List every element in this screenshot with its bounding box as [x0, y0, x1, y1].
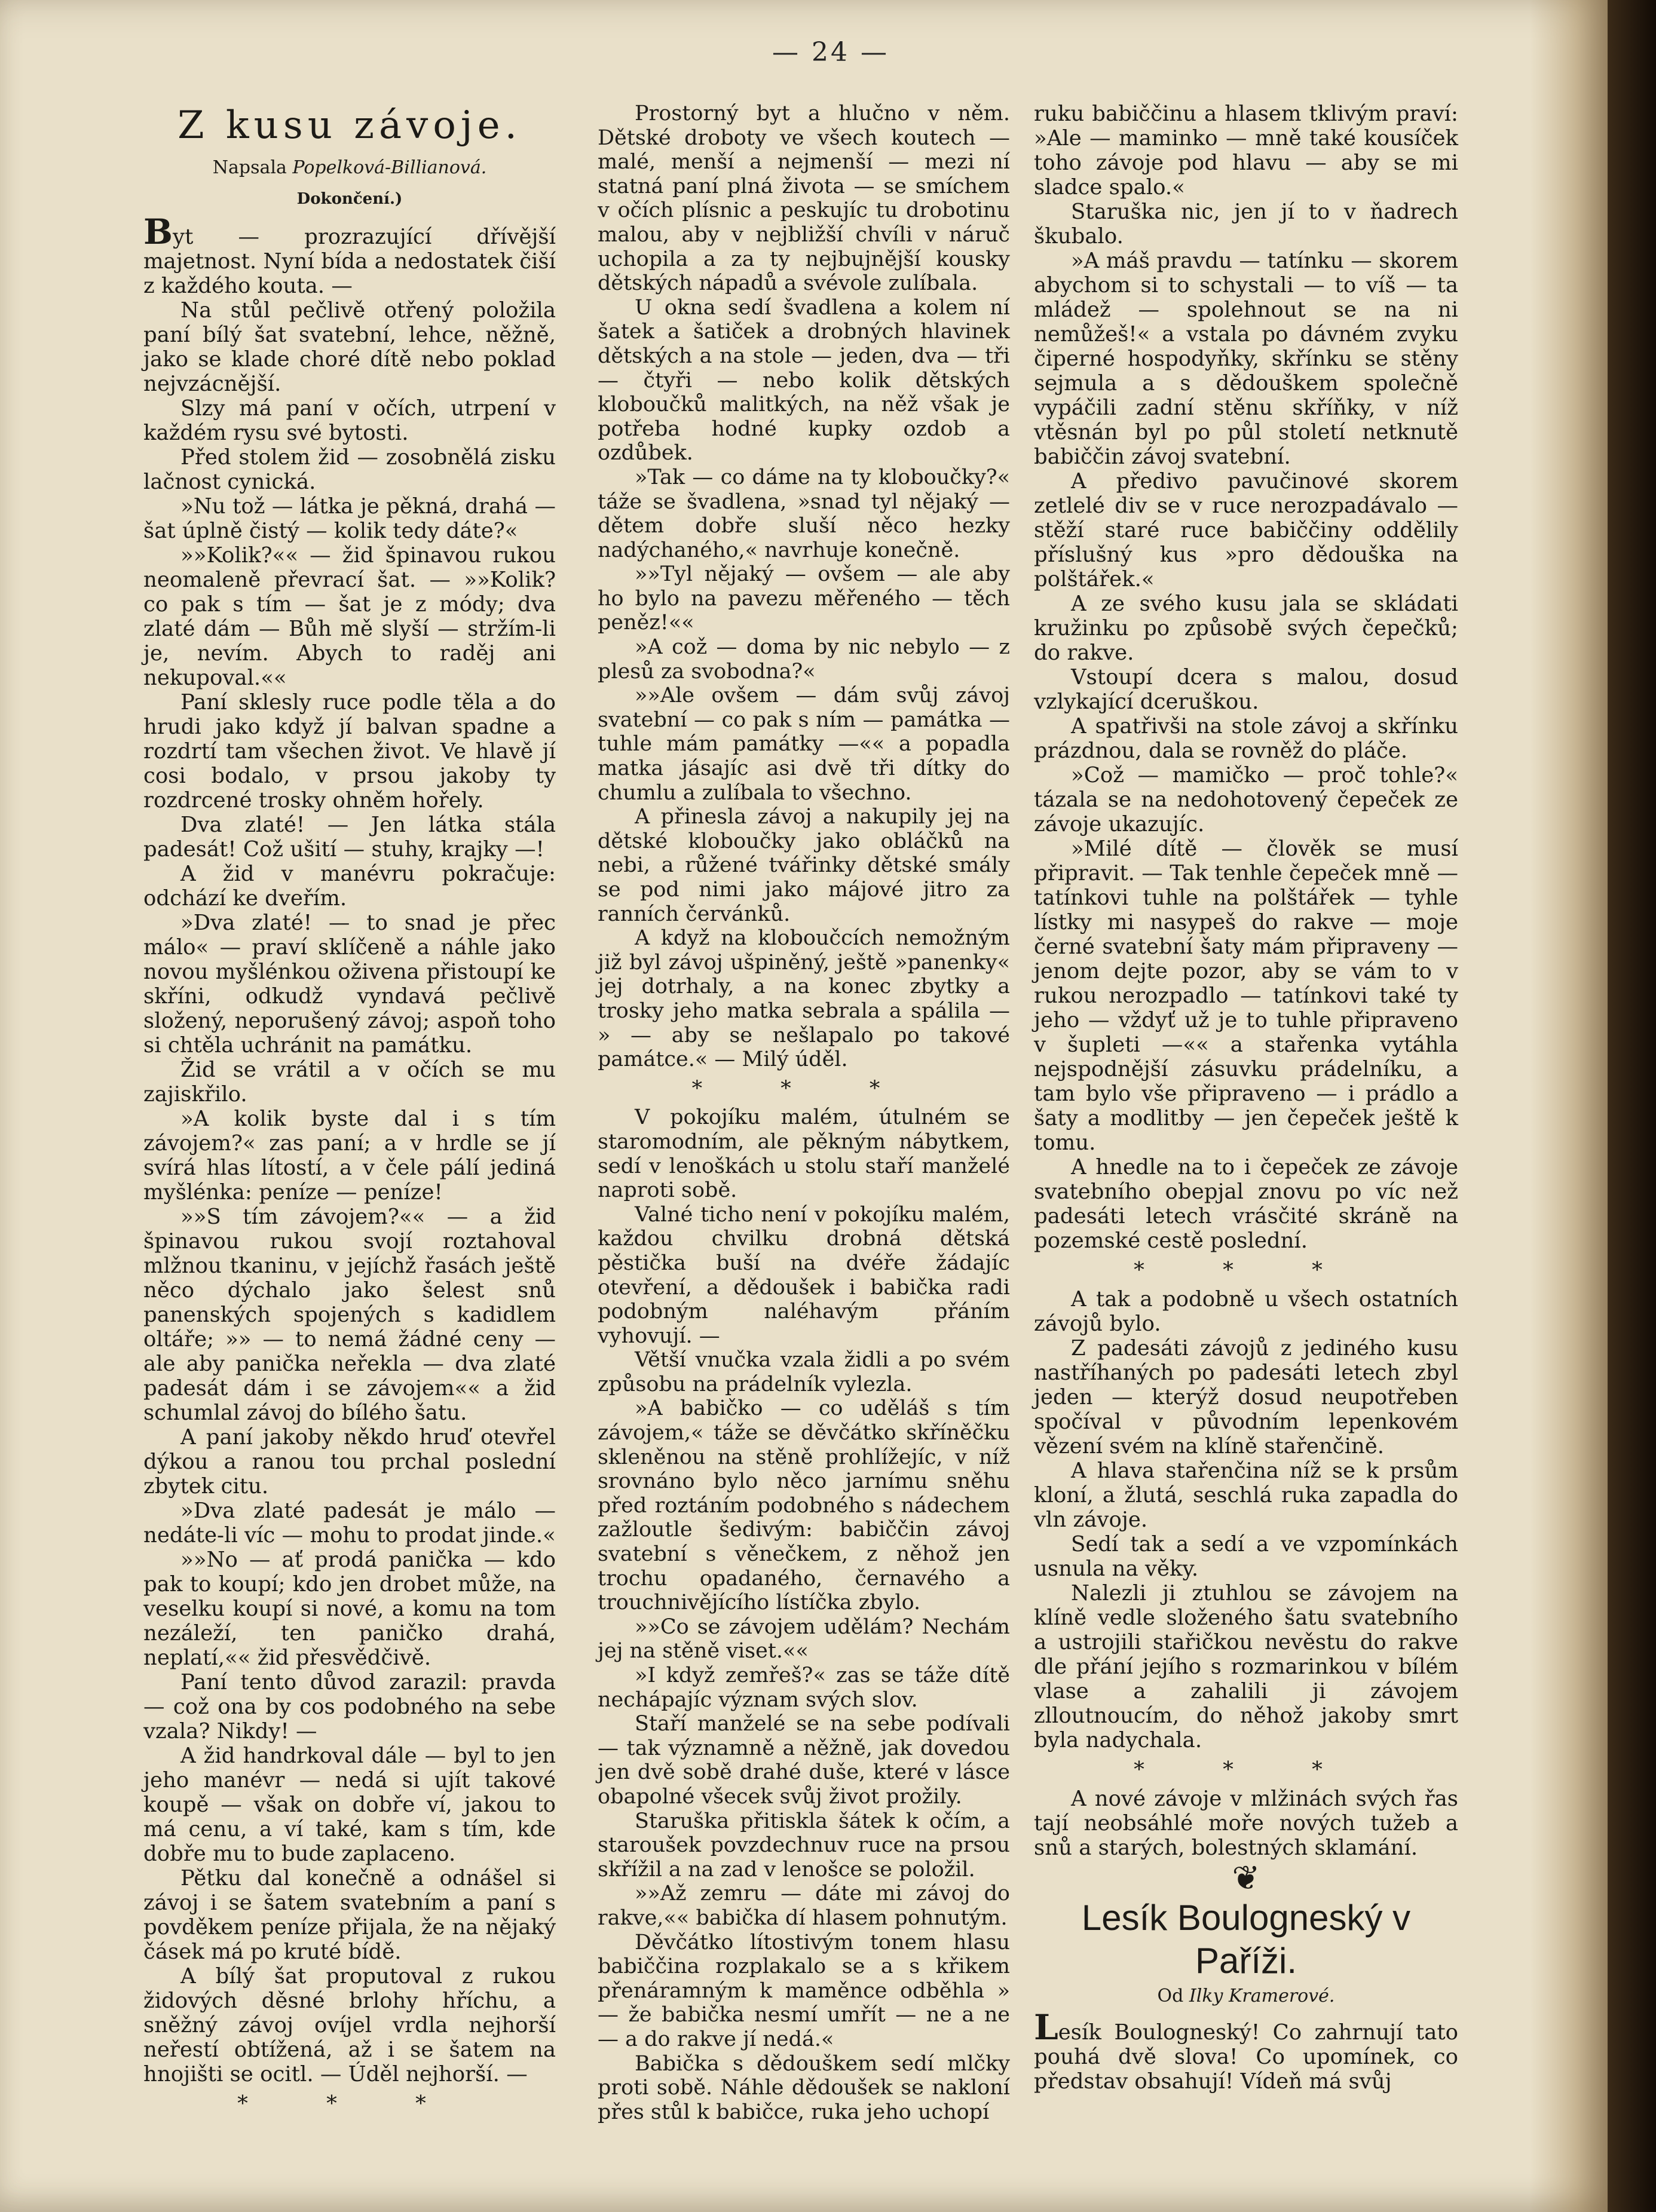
paragraph: A spatřivši na stole závoj a skřínku prázdnou, dala se rovněž do pláče. [1034, 714, 1458, 763]
section-break: * * * [1134, 1258, 1358, 1282]
paragraph: Paní tento důvod zarazil: pravda — což ona by cos podobného na sebe vzala? Nikdy! — [143, 1670, 556, 1744]
paragraph: Děvčátko lítostivým tonem hlasu babiččina rozplakalo se a s křikem přenáramným k maměnce odběhla » — že babička nesmí umřít — ne a ne — a do rakve jí nedá.« [598, 1930, 1010, 2051]
paragraph: Prostorný byt a hlučno v něm. Dětské droboty ve všech koutech — malé, menší a nejmenší — mezi ní statná paní plná života — se smíchem v očích plísnic a peskujíc tu drobotinu malou, aby v nejbližší chvíli v náruč uchopila a za ty nejbujnější kousky dětských nápadů a svévole zulíbala. [598, 102, 1010, 296]
paragraph: Slzy má paní v očích, utrpení v každém rysu své bytosti. [143, 396, 556, 445]
paragraph: »»No — ať prodá panička — kdo pak to koupí; kdo jen drobet může, na veselku koupí si nové, a komu na tom nezáleží, ten paničko drahá, neplatí,«« žid přesvědčivě. [143, 1548, 556, 1670]
page-gutter-shadow [1530, 0, 1608, 2212]
paragraph: Staří manželé se na sebe podívali — tak významně a něžně, jak dovedou jen dvě sobě drahé duše, které v lásce obapolné všecek svůj život prožily. [598, 1712, 1010, 1809]
paragraph: Dva zlaté! — Jen látka stála padesát! Což ušití — stuhy, krajky —! [143, 813, 556, 862]
paragraph: U okna sedí švadlena a kolem ní šatek a šatiček a drobných hlavinek dětských a na stole — jeden, dva — tři — čtyři — nebo kolik dětských kloboučků malitkých, na něž však je potřeba hodné kupky ozdob a ozdůbek. [598, 295, 1010, 465]
paragraph: »A kolik byste dal i s tím závojem?« zas paní; a v hrdle se jí svírá hlas lítostí, a v čele pálí jediná myšlénka: peníze — peníze! [143, 1107, 556, 1205]
paragraph: A ze svého kusu jala se skládati kružinku po způsobě svých čepečků; do rakve. [1034, 592, 1458, 665]
paragraph: »Tak — co dáme na ty kloboučky?« táže se švadlena, »snad tyl nějaký — dětem dobře sluší něco hezky nadýchaného,« navrhuje konečně. [598, 465, 1010, 562]
paragraph: A hlava stařenčina níž se k prsům kloní, a žlutá, seschlá ruka zapadla do vln závoje. [1034, 1459, 1458, 1532]
paragraph: »»Ale ovšem — dám svůj závoj svatební — co pak s ním — památka — tuhle mám památky —«« a popadla matka jásajíc asi dvě tři dítky do chumlu a zulíbala to všechno. [598, 684, 1010, 805]
paragraph: A nové závoje v mlžinách svých řas tají neobsáhlé moře nových tužeb a snů a starých, bolestných sklamání. [1034, 1787, 1458, 1860]
paragraph: »Dva zlaté! — to snad je přec málo« — praví sklíčeně a náhle jako novou myšlénkou oživena přistoupí ke skříni, odkudž vyndavá pečlivě složený, neporušený závoj; aspoň toho si chtěla uchránit na památku. [143, 911, 556, 1058]
paragraph: »Milé dítě — člověk se musí připravit. — Tak tenhle čepeček mně — tatínkovi tuhle na polštářek — tyhle lístky mi nasypeš do rakve — moje černé svatební šaty mám připraveny — jenom dejte pozor, aby se vám to v rukou nerozpadlo — tatínkovi také ty jeho — vždyť už je to tuhle připraveno v šupleti —«« a stařenka vytáhla nejspodnější zásuvku prádelníku, a tam bylo vše připraveno — i prádlo a šaty a modlitby — jen čepeček ještě k tomu. [1034, 837, 1458, 1155]
section-break: * * * [237, 2091, 462, 2116]
paragraph: Staruška přitiskla šátek k očím, a staroušek povzdechnuv ruce na prsou skřížil a na zad v lenošce se položil. [598, 1809, 1010, 1882]
paragraph: »Nu tož — látka je pěkná, drahá — šat úplně čistý — kolik tedy dáte?« [143, 494, 556, 543]
paragraph: Před stolem žid — zosobnělá zisku lačnost cynická. [143, 445, 556, 494]
paragraph: »»S tím závojem?«« — a žid špinavou rukou svojí roztahoval mlžnou tkaninu, v jejíchž řasách ještě něco dýchalo jako šelest snů panenských spojených s kadidlem oltáře; »» — to nemá žádné ceny — ale aby panička neřekla — dva zlaté padesát dám i se závojem«« a žid schumlal závoj do bílého šatu. [143, 1205, 556, 1425]
page-number: — 24 — [772, 37, 889, 68]
paragraph: »»Tyl nějaký — ovšem — ale aby ho bylo na pavezu měřeného — těch peněz!«« [598, 562, 1010, 635]
paragraph: Sedí tak a sedí a ve vzpomínkách usnula na věky. [1034, 1532, 1458, 1581]
paragraph: Na stůl pečlivě otřený položila paní bílý šat svatební, lehce, něžně, jako se klade choré dítě nebo poklad nejvzácnější. [143, 298, 556, 396]
paragraph: Nalezli ji ztuhlou se závojem na klíně vedle složeného šatu svatebního a ustrojili stařičkou nevěstu do rakve dle přání jejího s rozmarinkou v bílém vlase a zahalili ji závojem zlloutnoucím, do něhož jakoby smrt byla nadychala. [1034, 1581, 1458, 1753]
paragraph: Lesík Boulogneský! Co zahrnují tato pouhá dvě slova! Co upomínek, co představ obsahují! Vídeň má svůj [1034, 2007, 1458, 2094]
column-1 [143, 102, 556, 2121]
paragraph: »»Až zemru — dáte mi závoj do rakve,«« babička dí hlasem pohnutým. [598, 1882, 1010, 1930]
byline-prefix: Napsala [212, 157, 287, 178]
byline-author: Ilky Kramerové. [1189, 1986, 1335, 2006]
paragraph: A tak a podobně u všech ostatních závojů bylo. [1034, 1287, 1458, 1336]
fleuron-ornament-icon: ❦ [1232, 1859, 1260, 1898]
paragraph: »A babičko — co uděláš s tím závojem,« táže se děvčátko skříněčku skleněnou na stěně prohlížejíc, v níž srovnáno bylo něco jarnímu sněhu před roztáním podobného s nádechem zažloutle šedivým: babiččin závoj svatební s věnečkem, z něhož jen trochu opadaného, černavého a trouchnivějícího lístíčka zbylo. [598, 1396, 1010, 1615]
article2-title: Lesík Boulogneský v Paříži. [1081, 1898, 1411, 1981]
paragraph: A paní jakoby někdo hruď otevřel dýkou a ranou tou prchal poslední zbytek citu. [143, 1425, 556, 1499]
paragraph: Z padesáti závojů z jediného kusu nastříhaných po padesáti letech zbyl jeden — kterýž dosud neupotřeben spočíval v původním lepenkovém vězení svém na klíně stařenčině. [1034, 1336, 1458, 1459]
article-byline [143, 155, 556, 180]
paragraph: »Což — mamičko — proč tohle?« tázala se na nedohotovený čepeček ze závoje ukazujíc. [1034, 763, 1458, 837]
drop-cap: B [143, 212, 173, 252]
paragraph: A hnedle na to i čepeček ze závoje svatebního obepjal znovu po víc než padesáti letech vrásčité skráně na pozemské cestě poslední. [1034, 1155, 1458, 1253]
article2-byline [1034, 1984, 1458, 2008]
paragraph: Valné ticho není v pokojíku malém, každou chvilku drobná dětská pěstička buší na dvéře žádajíc otevření, a dědoušek i babička radi podobným naléhavým přáním vyhovují. — [598, 1202, 1010, 1348]
paragraph: A bílý šat proputoval z rukou židových děsné brlohy hříchu, a sněžný závoj ovíjel vrdla nejhorší neřestí obtížená, až i se šatem na hnojišti se ocitl. — Úděl nejhorší. — [143, 1964, 556, 2087]
paragraph: Vstoupí dcera s malou, dosud vzlykající dceruškou. [1034, 665, 1458, 714]
column-2 [598, 102, 1010, 2124]
paragraph: »»Kolik?«« — žid špinavou rukou neomaleně převrací šat. — »»Kolik? co pak s tím — šat je z módy; dva zlaté dám — Bůh mě slyší — stržím-li je, nevím. Abych to raděj ani nekupoval.«« [143, 543, 556, 690]
paragraph: A žid v manévru pokračuje: odchází ke dveřím. [143, 862, 556, 911]
drop-cap: L [1034, 2007, 1058, 2048]
column-3 [1034, 102, 1458, 2094]
paragraph: Babička s dědouškem sedí mlčky proti sobě. Náhle dědoušek se nakloní přes stůl k babičce, ruka jeho uchopí [598, 2051, 1010, 2124]
article-title: Z kusu závoje. [177, 103, 522, 148]
section-break: * * * [1134, 1757, 1358, 1782]
paragraph: »»Co se závojem udělám? Nechám jej na stěně viset.«« [598, 1614, 1010, 1663]
paragraph: ruku babiččinu a hlasem tklivým praví: »Ale — maminko — mně také kousíček toho závoje pod hlavu — aby se mi sladce spalo.« [1034, 102, 1458, 200]
byline-prefix: Od [1157, 1986, 1184, 2006]
paragraph: »A máš pravdu — tatínku — skorem abychom si to schystali — to víš — ta mládež — spolehnout se na ni nemůžeš!« a vstala po dávném zvyku čiperné hospodyňky, skřínku se stěny sejmula a s dědouškem společně vypáčili zadní stěnu skříňky, v níž vtěsnán byl po půl století netknutě babiččin závoj svatební. [1034, 249, 1458, 469]
paragraph: »I když zemřeš?« zas se táže dítě nechápajíc význam svých slov. [598, 1663, 1010, 1712]
paragraph: Staruška nic, jen jí to v ňadrech škubalo. [1034, 200, 1458, 249]
paragraph: »A což — doma by nic nebylo — z plesů za svobodna?« [598, 635, 1010, 684]
paragraph: Pětku dal konečně a odnášel si závoj i se šatem svatebním a paní s povděkem peníze přijala, že na nějaký čásek má po kruté bídě. [143, 1866, 556, 1964]
paragraph: A přinesla závoj a nakupily jej na dětské kloboučky jako obláčků na nebi, a růžené tvářinky dětské smály se pod nimi jako májové jitro za ranních červánků. [598, 805, 1010, 926]
paragraph: A žid handrkoval dále — byl to jen jeho manévr — nedá si ujít takové koupě — však on dobře ví, jakou to má cenu, a ví také, kam s tím, kde dobře mu to bude zaplaceno. [143, 1744, 556, 1866]
page-edge-shadow [1608, 0, 1656, 2212]
paragraph: »Dva zlaté padesát je málo — nedáte-li víc — mohu to prodat jinde.« [143, 1499, 556, 1548]
continuation-note: Dokončení.) [296, 190, 403, 208]
section-break: * * * [691, 1076, 916, 1101]
paragraph: Žid se vrátil a v očích se mu zajiskřilo. [143, 1058, 556, 1107]
paragraph: A předivo pavučinové skorem zetlelé div se v ruce nerozpadávalo — stěží staré ruce babiččiny oddělily příslušný kus »pro dědouška na polštářek.« [1034, 469, 1458, 592]
paragraph: A když na kloboučcích nemožným již byl závoj ušpiněný, ještě »panenky« jej dotrhaly, a na konec zbytky a trosky jeho matka sebrala a spálila — » — aby se nešlapalo po takové památce.« — Milý úděl. [598, 926, 1010, 1072]
paragraph: Byt — prozrazující dřívější majetnost. Nyní bída a nedostatek čiší z každého kouta. — [143, 212, 556, 298]
paragraph: Paní sklesly ruce podle těla a do hrudi jako když jí balvan spadne a rozdrtí tam všechen život. Ve hlavě jí cosi bodalo, v prsou jakoby ty rozdrcené trosky ohněm hořely. [143, 690, 556, 813]
byline-author: Popelková-Billianová. [292, 157, 487, 178]
paragraph: V pokojíku malém, útulném se staromodním, ale pěkným nábytkem, sedí v lenoškách u stolu staří manželé naproti sobě. [598, 1105, 1010, 1203]
paragraph: Větší vnučka vzala židli a po svém způsobu na prádelník vylezla. [598, 1348, 1010, 1396]
